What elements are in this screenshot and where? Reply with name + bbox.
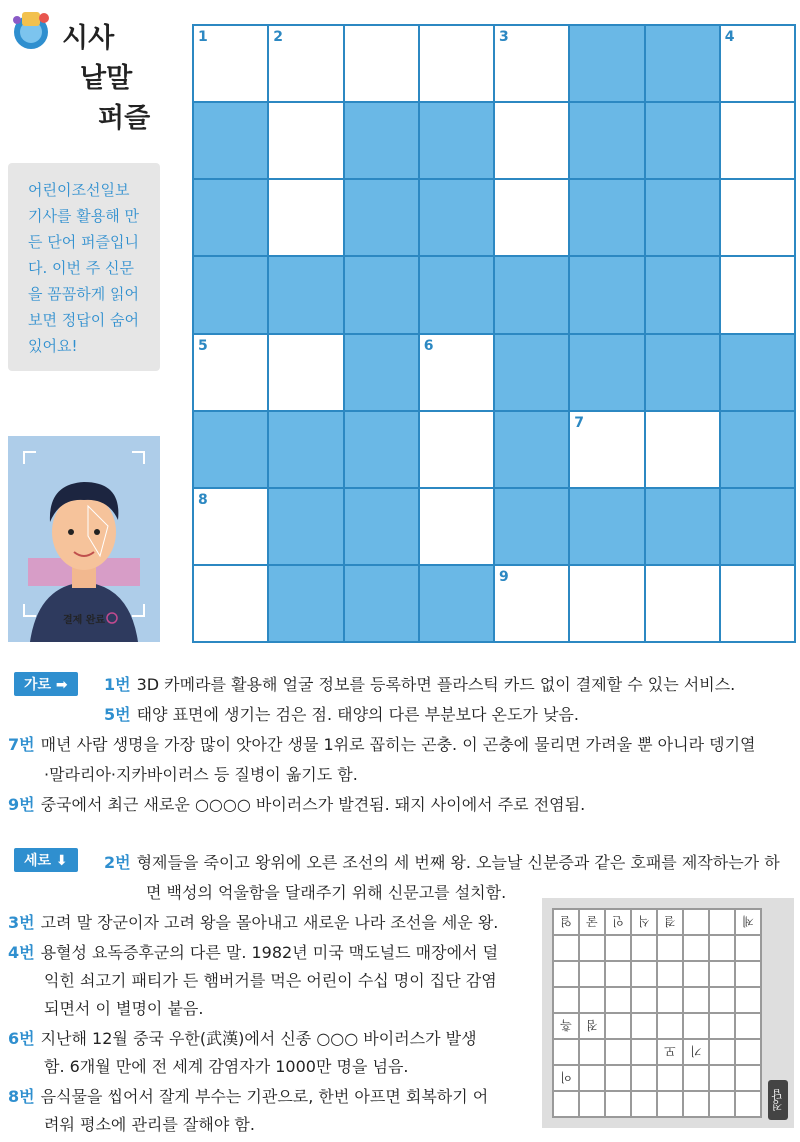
- answer-cell: [579, 935, 605, 961]
- grid-cell-empty[interactable]: [268, 102, 343, 179]
- grid-cell-empty[interactable]: [720, 102, 795, 179]
- answer-cell: [657, 1091, 683, 1117]
- grid-cell-empty[interactable]: [193, 334, 268, 411]
- payment-complete-caption: 결제 완료: [62, 615, 106, 626]
- answer-cell: 모: [657, 1039, 683, 1065]
- clue-down-4: [8, 940, 498, 963]
- clue-number: 8번: [8, 1087, 35, 1106]
- answer-cell: [709, 1091, 735, 1117]
- clue-down-4-cont2: 되면서 이 별명이 붙음.: [44, 999, 204, 1018]
- answer-cell: 점: [579, 1013, 605, 1039]
- answer-label: 정답: [768, 1080, 788, 1120]
- down-label: 세로 ⬇: [14, 848, 78, 872]
- puzzle-logo-icon: [8, 6, 54, 52]
- clue-text: 중국에서 최근 새로운 ○○○○ 바이러스가 발견됨. 돼지 사이에서 주로 전염됨.: [40, 795, 586, 814]
- clue-down-6: [8, 1026, 477, 1049]
- answer-cell: [579, 961, 605, 987]
- answer-cell: [579, 987, 605, 1013]
- clue-number-marker: 5: [198, 337, 208, 354]
- answer-cell: [683, 961, 709, 987]
- answer-cell: [709, 961, 735, 987]
- clue-number: 2번: [104, 853, 131, 872]
- clue-text: 지난해 12월 중국 우한(武漢)에서 신종 ○○○ 바이러스가 발생: [40, 1029, 477, 1048]
- grid-cell-blocked: [569, 25, 644, 102]
- grid-cell-empty[interactable]: [268, 25, 343, 102]
- answer-cell: [605, 1013, 631, 1039]
- answer-cell: [553, 1039, 579, 1065]
- answer-cell: [605, 1039, 631, 1065]
- crossword-grid: [192, 24, 796, 643]
- clue-down-3: [8, 910, 498, 933]
- answer-cell: [631, 1065, 657, 1091]
- answer-cell: [579, 1039, 605, 1065]
- clue-number-marker: 4: [724, 29, 735, 45]
- clue-number-marker: 3: [499, 29, 509, 45]
- grid-cell-empty[interactable]: [569, 565, 644, 642]
- answer-cell: [735, 1065, 761, 1091]
- title-line-3: 퍼즐: [98, 103, 151, 134]
- clue-across-1: [104, 672, 735, 695]
- grid-cell-blocked: [419, 102, 494, 179]
- grid-cell-empty[interactable]: [720, 256, 795, 333]
- answer-cell: [709, 1039, 735, 1065]
- grid-cell-blocked: [569, 102, 644, 179]
- grid-cell-blocked: [268, 256, 343, 333]
- grid-cell-blocked: [720, 488, 795, 565]
- clue-text: 형제들을 죽이고 왕위에 오른 조선의 세 번째 왕. 오늘날 신분증과 같은 호패를 제작하는가 하: [136, 853, 780, 872]
- grid-cell-blocked: [645, 488, 720, 565]
- grid-cell-blocked: [419, 256, 494, 333]
- answer-cell: 기: [683, 1039, 709, 1065]
- grid-cell-empty[interactable]: [569, 411, 644, 488]
- grid-cell-blocked: [645, 25, 720, 102]
- clue-down-2-cont: 면 백성의 억울함을 달래주기 위해 신문고를 설치함.: [146, 883, 507, 902]
- grid-cell-empty[interactable]: [494, 102, 569, 179]
- answer-cell: [735, 1039, 761, 1065]
- clue-across-9: [8, 792, 585, 815]
- clue-number-marker: 1: [198, 29, 208, 45]
- clue-number: 6번: [8, 1029, 35, 1048]
- grid-cell-blocked: [344, 565, 419, 642]
- clue-across-7: [8, 732, 755, 755]
- grid-cell-blocked: [193, 256, 268, 333]
- clue-down-4-cont: 익힌 쇠고기 패티가 든 햄버거를 먹은 어린이 수십 명이 집단 감염: [44, 971, 497, 990]
- clue-text: 3D 카메라를 활용해 얼굴 정보를 등록하면 플라스틱 카드 없이 결제할 수 있는 서비스.: [136, 675, 736, 694]
- answer-cell: [735, 1013, 761, 1039]
- answer-cell: [735, 935, 761, 961]
- grid-cell-blocked: [268, 411, 343, 488]
- answer-cell: [631, 1091, 657, 1117]
- answer-cell: [709, 909, 735, 935]
- answer-cell: [657, 987, 683, 1013]
- clue-text: 용혈성 요독증후군의 다른 말. 1982년 미국 맥도널드 매장에서 덜: [40, 943, 499, 962]
- grid-cell-blocked: [494, 334, 569, 411]
- clue-number: 3번: [8, 913, 35, 932]
- grid-cell-empty[interactable]: [419, 334, 494, 411]
- clue-number-marker: 6: [423, 337, 434, 354]
- answer-cell: [709, 987, 735, 1013]
- grid-cell-blocked: [344, 102, 419, 179]
- answer-cell: [605, 1091, 631, 1117]
- grid-cell-empty[interactable]: [720, 565, 795, 642]
- answer-cell: 굴: [579, 909, 605, 935]
- answer-cell: [631, 935, 657, 961]
- grid-cell-blocked: [569, 334, 644, 411]
- intro-text: 어린이조선일보 기사를 활용해 만든 단어 퍼즐입니다. 이번 주 신문을 꼼꼼하게 읽어 보면 정답이 숨어 있어요!: [8, 163, 160, 371]
- clue-across-5: [104, 702, 579, 725]
- answer-cell: [579, 1091, 605, 1117]
- clue-down-2: [104, 850, 780, 873]
- grid-cell-empty[interactable]: [645, 411, 720, 488]
- grid-cell-blocked: [344, 256, 419, 333]
- title-line-2: 낱말: [80, 63, 133, 94]
- grid-cell-empty[interactable]: [193, 25, 268, 102]
- grid-cell-blocked: [494, 411, 569, 488]
- grid-cell-blocked: [268, 488, 343, 565]
- grid-cell-blocked: [645, 334, 720, 411]
- grid-cell-empty[interactable]: [344, 25, 419, 102]
- answer-cell: [683, 1013, 709, 1039]
- grid-cell-blocked: [494, 488, 569, 565]
- grid-cell-blocked: [419, 179, 494, 256]
- clue-text: 태양 표면에 생기는 검은 점. 태양의 다른 부분보다 온도가 낮음.: [136, 705, 579, 724]
- answer-cell: [683, 987, 709, 1013]
- answer-cell: [657, 961, 683, 987]
- answer-cell: 결: [657, 909, 683, 935]
- grid-cell-blocked: [344, 411, 419, 488]
- clue-number: 7번: [8, 735, 35, 754]
- answer-cell: [553, 987, 579, 1013]
- clue-number: 1번: [104, 675, 131, 694]
- answer-cell: [631, 987, 657, 1013]
- grid-cell-blocked: [419, 565, 494, 642]
- clue-text: 고려 말 장군이자 고려 왕을 몰아내고 새로운 나라 조선을 세운 왕.: [40, 913, 499, 932]
- grid-cell-blocked: [569, 256, 644, 333]
- answer-cell: [709, 1013, 735, 1039]
- answer-cell: [683, 1091, 709, 1117]
- grid-cell-empty[interactable]: [193, 488, 268, 565]
- grid-cell-empty[interactable]: [494, 25, 569, 102]
- grid-cell-empty[interactable]: [419, 25, 494, 102]
- clue-down-8-cont: 려워 평소에 관리를 잘해야 함.: [44, 1115, 255, 1134]
- clue-text: 매년 사람 생명을 가장 많이 앗아간 생물 1위로 꼽히는 곤충. 이 곤충에 물리면 가려울 뿐 아니라 뎅기열: [40, 735, 756, 754]
- grid-cell-blocked: [268, 565, 343, 642]
- answer-cell: 이: [553, 1065, 579, 1091]
- grid-cell-blocked: [645, 102, 720, 179]
- clue-across-7-cont: ·말라리아·지카바이러스 등 질병이 옮기도 함.: [44, 765, 358, 784]
- answer-cell: [683, 1065, 709, 1091]
- clue-down-8: [8, 1084, 488, 1107]
- answer-box: [542, 898, 794, 1128]
- answer-cell: 제: [735, 909, 761, 935]
- grid-cell-blocked: [344, 488, 419, 565]
- clue-number: 9번: [8, 795, 35, 814]
- answer-cell: [735, 961, 761, 987]
- answer-cell: [709, 1065, 735, 1091]
- answer-cell: [683, 909, 709, 935]
- answer-cell: [605, 987, 631, 1013]
- clue-number-marker: 9: [499, 568, 509, 585]
- grid-cell-blocked: [193, 179, 268, 256]
- answer-cell: [709, 935, 735, 961]
- answer-cell: [579, 1065, 605, 1091]
- clue-down-6-cont: 함. 6개월 만에 전 세계 감염자가 1000만 명을 넘음.: [44, 1057, 409, 1076]
- answer-cell: 식: [631, 909, 657, 935]
- answer-cell: [631, 1039, 657, 1065]
- grid-cell-empty[interactable]: [268, 179, 343, 256]
- grid-cell-blocked: [720, 411, 795, 488]
- grid-cell-empty[interactable]: [720, 179, 795, 256]
- clue-text: 음식물을 씹어서 잘게 부수는 기관으로, 한번 아프면 회복하기 어: [40, 1087, 489, 1106]
- answer-cell: 얼: [553, 909, 579, 935]
- grid-cell-empty[interactable]: [494, 565, 569, 642]
- clue-number-marker: 7: [574, 414, 584, 431]
- across-label: 가로 ➡: [14, 672, 78, 696]
- grid-cell-blocked: [344, 334, 419, 411]
- grid-cell-blocked: [645, 179, 720, 256]
- clue-number-marker: 8: [198, 491, 208, 508]
- answer-cell: [657, 1013, 683, 1039]
- grid-cell-blocked: [569, 488, 644, 565]
- grid-cell-empty[interactable]: [419, 488, 494, 565]
- grid-cell-empty[interactable]: [268, 334, 343, 411]
- answer-cell: [553, 1091, 579, 1117]
- answer-cell: [605, 935, 631, 961]
- answer-cell: [605, 961, 631, 987]
- answer-cell: [605, 1065, 631, 1091]
- answer-cell: [683, 935, 709, 961]
- answer-cell: [735, 1091, 761, 1117]
- face-payment-illustration: [8, 436, 160, 642]
- clue-number: 4번: [8, 943, 35, 962]
- answer-cell: [657, 1065, 683, 1091]
- grid-cell-blocked: [193, 411, 268, 488]
- title-line-1: 시사: [62, 23, 115, 54]
- answer-cell: 흑: [553, 1013, 579, 1039]
- grid-cell-empty[interactable]: [419, 411, 494, 488]
- grid-cell-empty[interactable]: [645, 565, 720, 642]
- grid-cell-blocked: [344, 179, 419, 256]
- answer-cell: 인: [605, 909, 631, 935]
- grid-cell-empty[interactable]: [193, 565, 268, 642]
- answer-grid: [552, 908, 762, 1118]
- grid-cell-blocked: [569, 179, 644, 256]
- clue-number: 5번: [104, 705, 131, 724]
- answer-cell: [631, 1013, 657, 1039]
- grid-cell-blocked: [494, 256, 569, 333]
- clue-number-marker: 2: [273, 29, 283, 45]
- answer-cell: [631, 961, 657, 987]
- grid-cell-empty[interactable]: [720, 25, 795, 102]
- grid-cell-empty[interactable]: [494, 179, 569, 256]
- answer-cell: [735, 987, 761, 1013]
- grid-cell-blocked: [193, 102, 268, 179]
- grid-cell-blocked: [720, 334, 795, 411]
- answer-cell: [553, 961, 579, 987]
- answer-cell: [553, 935, 579, 961]
- grid-cell-blocked: [645, 256, 720, 333]
- answer-cell: [657, 935, 683, 961]
